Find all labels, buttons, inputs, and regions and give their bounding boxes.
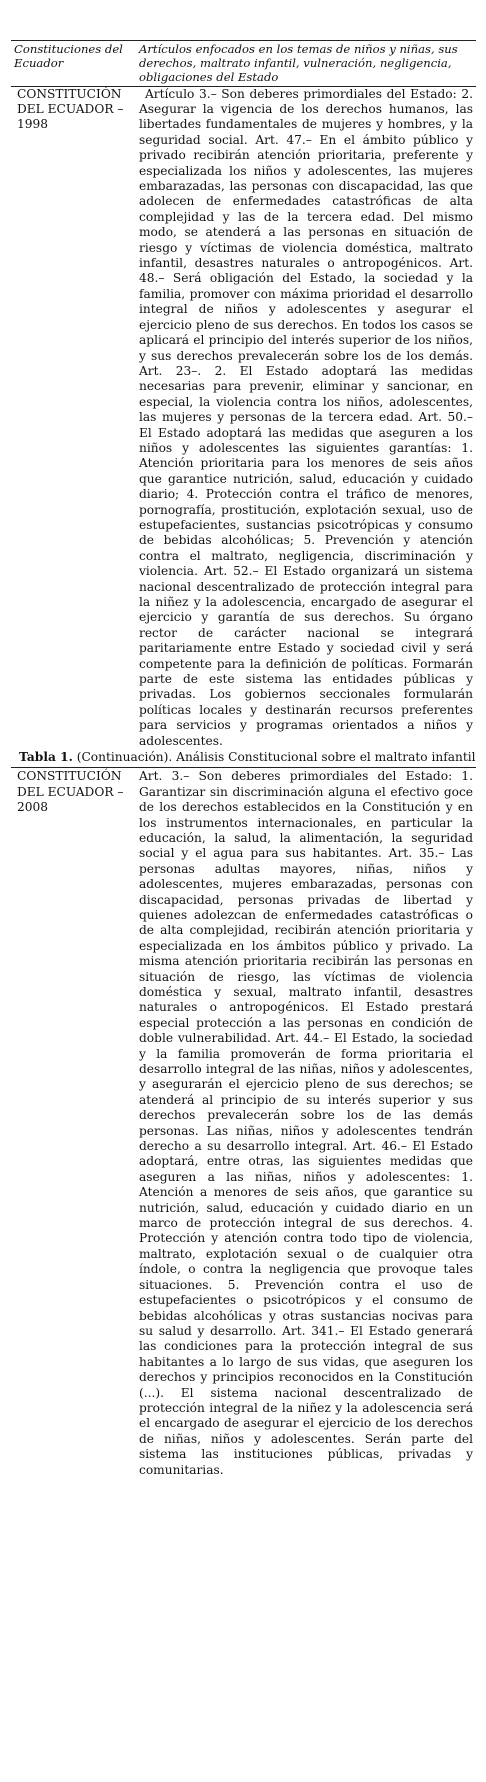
- table-row: [11, 87, 476, 749]
- caption-text: (Continuación). Análisis Constitucional sobre el maltrato infantil: [76, 750, 476, 765]
- table-caption: [11, 750, 476, 765]
- article-text: Artículo 3.– Son deberes primordiales del Estado: 2. Asegurar la vigencia de los derechos humanos, las libertades fundamentales de mujeres y hombres, y la seguridad social. Art. 47.– En el ámbito público y privado recibirán atención prioritaria, preferente y especializada los niños y adolescentes, las mujeres embarazadas, las personas con discapacidad, las que adolecen de enfermedades catastróficas de alta complejidad y las de la tercera edad. Del mismo modo, se atenderá a las personas en situación de riesgo y víctimas de violencia doméstica, maltrato infantil, desastres naturales o antropogénicos. Art. 48.– Será obligación del Estado, la sociedad y la familia, promover con máxima prioridad el desarrollo integral de niños y adolescentes y asegurar el ejercicio pleno de sus derechos. En todos los casos se aplicará el principio del interés superior de los niños, y sus derechos prevalecerán sobre los de los demás. Art. 23–. 2. El Estado adoptará las medidas necesarias para prevenir, eliminar y sancionar, en especial, la violencia contra los niños, adolescentes, las mujeres y personas de la tercera edad. Art. 50.– El Estado adoptará las medidas que aseguren a los niños y adolescentes las siguientes garantías: 1. Atención prioritaria para los menores de seis años que garantice nutrición, salud, educación y cuidado diario; 4. Protección contra el tráfico de menores, pornografía, prostitución, explotación sexual, uso de estupefacientes, sustancias psicotrópicas y consumo de bebidas alcohólicas; 5. Prevención y atención contra el maltrato, negligencia, discriminación y violencia. Art. 52.– El Estado organizará un sistema nacional descentralizado de protección integral para la niñez y la adolescencia, encargado de asegurar el ejercicio y garantía de sus derechos. Su órgano rector de carácter nacional se integrará paritariamente entre Estado y sociedad civil y será competente para la definición de políticas. Formarán parte de este sistema las entidades públicas y privadas. Los gobiernos seccionales formularán políticas locales y destinarán recursos preferentes para servicios y programas orientados a niños y adolescentes.: [139, 86, 473, 748]
- header-col-constitutions: Constituciones del Ecuador: [14, 42, 123, 71]
- constitution-table: [11, 40, 476, 1478]
- constitution-name: CONSTITUCIÓN DEL ECUADOR – 1998: [17, 86, 124, 132]
- article-text: Art. 3.– Son deberes primordiales del Estado: 1. Garantizar sin discriminación alguna el efectivo goce de los derechos establecidos en la Constitución y en los instrumentos internacionales, en particular la educación, la salud, la alimentación, la seguridad social y el agua para sus habitantes. Art. 35.– Las personas adultas mayores, niñas, niños y adolescentes, mujeres embarazadas, personas con discapacidad, personas privadas de libertad y quienes adolezcan de enfermedades catastróficas o de alta complejidad, recibirán atención prioritaria y especializada en los ámbitos público y privado. La misma atención prioritaria recibirán las personas en situación de riesgo, las víctimas de violencia doméstica y sexual, maltrato infantil, desastres naturales o antropogénicos. El Estado prestará especial protección a las personas en condición de doble vulnerabilidad. Art. 44.– El Estado, la sociedad y la familia promoverán de forma prioritaria el desarrollo integral de las niñas, niños y adolescentes, y asegurarán el ejercicio pleno de sus derechos; se atenderá al principio de su interés superior y sus derechos prevalecerán sobre los de las demás personas. Las niñas, niños y adolescentes tendrán derecho a su desarrollo integral. Art. 46.– El Estado adoptará, entre otras, las siguientes medidas que aseguren a las niñas, niños y adolescentes: 1. Atención a menores de seis años, que garantice su nutrición, salud, educación y cuidado diario en un marco de protección integral de sus derechos. 4. Protección y atención contra todo tipo de violencia, maltrato, explotación sexual o de cualquier otra índole, o contra la negligencia que provoque tales situaciones. 5. Prevención contra el uso de estupefacientes o psicotrópicos y el consumo de bebidas alcohólicas y otras sustancias nocivas para su salud y desarrollo. Art. 341.– El Estado generará las condiciones para la protección integral de sus habitantes a lo largo de sus vidas, que aseguren los derechos y principios reconocidos en la Constitución (...). El sistema nacional descentralizado de protección integral de la niñez y la adolescencia será el encargado de asegurar el ejercicio de los derechos de niñas, niños y adolescentes. Serán parte del sistema las instituciones públicas, privadas y comunitarias.: [139, 769, 473, 1477]
- table-header: [11, 40, 476, 87]
- constitution-name: CONSTITUCIÓN DEL ECUADOR – 2008: [17, 769, 124, 815]
- table-row: [11, 767, 476, 1478]
- header-col-articles: Artículos enfocados en los temas de niños y niñas, sus derechos, maltrato infantil, vulneración, negligencia, obligaciones del Estado: [139, 42, 458, 85]
- caption-label: Tabla 1.: [19, 750, 73, 765]
